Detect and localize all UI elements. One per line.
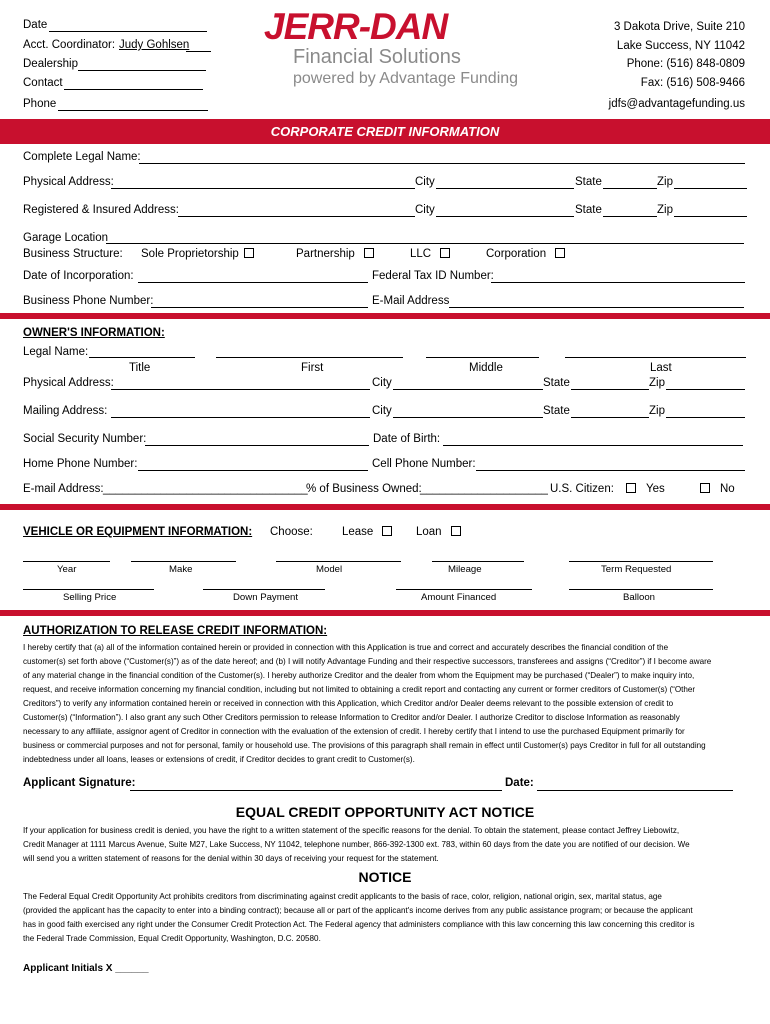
home-phone-label: Home Phone Number: xyxy=(23,458,138,470)
notice-title: NOTICE xyxy=(358,869,412,885)
authorization-line: Creditors”) to verify any information contained herein or received in connection with this Application, which Creditor and/or Dealer deems relevant to the possible extension of credit to xyxy=(23,699,674,708)
us-citizen-yes-checkbox[interactable] xyxy=(626,483,636,493)
ecoa-line: Credit Manager at 1111 Marcus Avenue, Suite M27, Lake Success, NY 11042, telephone number, 866-392-1300 ext. 783, within 60 days from the date you are notified of our decision. We xyxy=(23,840,690,849)
loan-label: Loan xyxy=(416,526,442,538)
sole-proprietorship-option[interactable] xyxy=(141,248,254,260)
owner-mailing-city-field[interactable] xyxy=(393,417,543,418)
date-label: Date xyxy=(23,19,48,31)
percent-business-field[interactable]: ____________________ xyxy=(420,483,548,495)
selling-price-field[interactable] xyxy=(23,589,154,590)
ecoa-paragraph xyxy=(23,824,751,866)
signature-date-field[interactable] xyxy=(537,790,733,791)
registered-city-field[interactable] xyxy=(436,216,574,217)
make-field[interactable] xyxy=(131,561,236,562)
owner-state-label: State xyxy=(543,377,570,389)
ecoa-line: If your application for business credit is denied, you have the right to a written statement of the specific reasons for the denial. To obtain the statement, please contact Jeffrey Liebowitz, xyxy=(23,826,680,835)
logo-subtitle: Financial Solutions xyxy=(293,46,461,68)
owner-first-field[interactable] xyxy=(216,357,403,358)
balloon-caption: Balloon xyxy=(623,592,656,603)
corporation-label: Corporation xyxy=(486,248,547,260)
notice-line: (provided the applicant has the capacity to enter into a binding contract); because all or part of the applicant's income derives from any public assistance program; or because the applicant xyxy=(23,906,693,915)
phone-label: Phone xyxy=(23,98,57,110)
us-citizen-no-option[interactable] xyxy=(700,483,735,495)
dealership-field[interactable] xyxy=(78,70,206,71)
home-phone-field[interactable] xyxy=(138,470,368,471)
owner-section-divider xyxy=(0,313,770,319)
make-caption: Make xyxy=(169,564,193,575)
us-citizen-yes-option[interactable] xyxy=(626,483,665,495)
federal-tax-id-label: Federal Tax ID Number: xyxy=(372,270,494,282)
company-address-line1: 3 Dakota Drive, Suite 210 xyxy=(613,21,745,33)
percent-business-label: % of Business Owned: xyxy=(306,483,422,495)
owner-mailing-address-field[interactable] xyxy=(111,417,370,418)
business-email-field[interactable] xyxy=(449,307,744,308)
partnership-option[interactable] xyxy=(296,248,374,260)
notice-line: the Federal Trade Commission, Equal Credit Opportunity, Washington, D.C. 20580. xyxy=(23,934,321,943)
registered-city-label: City xyxy=(415,204,435,216)
registered-state-field[interactable] xyxy=(603,216,657,217)
us-citizen-label: U.S. Citizen: xyxy=(550,483,614,495)
us-citizen-no-checkbox[interactable] xyxy=(700,483,710,493)
dob-field[interactable] xyxy=(443,445,743,446)
authorization-line: business or commercial purposes and not for personal, family or household use. The provisions of this paragraph shall remain in effect until Customer(s) pays Creditor in full for all outstanding xyxy=(23,741,706,750)
contact-field[interactable] xyxy=(64,89,203,90)
state-field[interactable] xyxy=(603,188,657,189)
amount-financed-field[interactable] xyxy=(396,589,532,590)
authorization-line: indebtedness under all loans, leases or extensions of credit, if Creditor decides to grant credit to Customer(s). xyxy=(23,755,415,764)
company-phone: Phone: (516) 848-0809 xyxy=(626,58,745,70)
legal-name-field[interactable] xyxy=(139,163,745,164)
phone-field[interactable] xyxy=(58,110,208,111)
city-field[interactable] xyxy=(436,188,574,189)
us-citizen-yes-label: Yes xyxy=(646,483,665,495)
owner-mailing-state-field[interactable] xyxy=(571,417,649,418)
logo-tagline: powered by Advantage Funding xyxy=(293,70,519,87)
owner-mailing-zip-field[interactable] xyxy=(666,417,745,418)
owner-email-field[interactable]: ________________________________ xyxy=(103,483,308,495)
llc-checkbox[interactable] xyxy=(440,248,450,258)
owner-last-field[interactable] xyxy=(565,357,746,358)
zip-label: Zip xyxy=(657,176,673,188)
partnership-checkbox[interactable] xyxy=(364,248,374,258)
notice-paragraph xyxy=(23,890,751,946)
lease-checkbox[interactable] xyxy=(382,526,392,536)
cell-phone-field[interactable] xyxy=(476,470,745,471)
authorization-title: AUTHORIZATION TO RELEASE CREDIT INFORMATION: xyxy=(23,625,328,637)
owner-email-label: E-mail Address: xyxy=(23,483,104,495)
date-incorporation-label: Date of Incorporation: xyxy=(23,270,134,282)
business-structure-label: Business Structure: xyxy=(23,248,123,260)
owner-title-caption: Title xyxy=(129,362,151,374)
state-label: State xyxy=(575,176,602,188)
registered-zip-field[interactable] xyxy=(674,216,747,217)
loan-option[interactable] xyxy=(416,526,461,538)
registered-address-field[interactable] xyxy=(178,216,415,217)
company-address-line2: Lake Success, NY 11042 xyxy=(616,40,745,52)
ecoa-line: will send you a written statement of reasons for the denial within 30 days of receiving your request for the statement. xyxy=(23,854,439,863)
owner-middle-caption: Middle xyxy=(469,362,503,374)
authorization-line: of any material change in the financial condition of the Customer(s). I hereby authorize Creditor and the dealer from whom the Equipment may be purchased (“Dealer”) to make inquiry into, xyxy=(23,671,695,680)
owner-city-label: City xyxy=(372,377,392,389)
business-phone-label: Business Phone Number: xyxy=(23,295,154,307)
business-email-label: E-Mail Address xyxy=(372,295,450,307)
dealership-label: Dealership xyxy=(23,58,78,70)
signature-date-label: Date: xyxy=(505,777,534,789)
authorization-line: I hereby certify that (a) all of the information contained herein or provided in connection with this Application is true and correct and accurately describes the financial condition of the xyxy=(23,643,669,652)
owner-city-field[interactable] xyxy=(393,389,543,390)
choose-label: Choose: xyxy=(270,526,313,538)
applicant-initials-field[interactable]: Applicant Initials X ______ xyxy=(23,963,149,974)
mileage-field[interactable] xyxy=(432,561,524,562)
corporate-section-title: CORPORATE CREDIT INFORMATION xyxy=(270,124,500,139)
registered-address-label: Registered & Insured Address: xyxy=(23,204,179,216)
date-incorporation-field[interactable] xyxy=(138,282,368,283)
registered-state-label: State xyxy=(575,204,602,216)
ssn-label: Social Security Number: xyxy=(23,433,147,445)
us-citizen-no-label: No xyxy=(720,483,735,495)
amount-financed-caption: Amount Financed xyxy=(421,592,497,603)
down-payment-field[interactable] xyxy=(203,589,325,590)
ecoa-title: EQUAL CREDIT OPPORTUNITY ACT NOTICE xyxy=(235,804,535,820)
term-field[interactable] xyxy=(569,561,713,562)
registered-zip-label: Zip xyxy=(657,204,673,216)
signature-field[interactable] xyxy=(130,790,502,791)
notice-line: has in good faith exercised any right under the Consumer Credit Protection Act. The Federal agency that administers compliance with this law concerning this law concerning this creditor is xyxy=(23,920,695,929)
owner-state-field[interactable] xyxy=(571,389,649,390)
contact-label: Contact xyxy=(23,77,63,89)
coordinator-field-line xyxy=(186,51,211,52)
sole-proprietorship-label: Sole Proprietorship xyxy=(141,248,239,260)
date-field[interactable] xyxy=(49,31,207,32)
owner-last-caption: Last xyxy=(650,362,672,374)
coordinator-label: Acct. Coordinator: xyxy=(23,39,116,51)
owner-title-field[interactable] xyxy=(89,357,195,358)
zip-field[interactable] xyxy=(674,188,747,189)
legal-name-label: Complete Legal Name: xyxy=(23,151,141,163)
loan-checkbox[interactable] xyxy=(451,526,461,536)
garage-location-field[interactable] xyxy=(106,243,744,244)
authorization-line: customer(s) set forth above (“Customer(s)”) as of the date hereof; and (b) I will notify Advantage Funding and their respective successors, transferees and assigns (“Creditor”) if I become aware xyxy=(23,657,712,666)
authorization-paragraph xyxy=(23,641,751,767)
owner-zip-label: Zip xyxy=(649,377,665,389)
city-label: City xyxy=(415,176,435,188)
authorization-line: necessary to any affiliate, assignor agent of Creditor in connection with the evaluation of the extension of credit. I hereby certify that I intend to use the purchased Equipment primarily for xyxy=(23,727,685,736)
year-caption: Year xyxy=(57,564,77,575)
signature-label: Applicant Signature: xyxy=(23,777,136,789)
mileage-caption: Mileage xyxy=(448,564,482,575)
vehicle-section-title: VEHICLE OR EQUIPMENT INFORMATION: xyxy=(23,526,253,538)
owner-section-title: OWNER'S INFORMATION: xyxy=(23,327,165,339)
owner-legal-name-label: Legal Name: xyxy=(23,346,89,358)
owner-zip-field[interactable] xyxy=(666,389,745,390)
owner-mailing-city-label: City xyxy=(372,405,392,417)
owner-first-caption: First xyxy=(301,362,324,374)
company-fax: Fax: (516) 508-9466 xyxy=(640,77,745,89)
sole-proprietorship-checkbox[interactable] xyxy=(244,248,254,258)
business-phone-field[interactable] xyxy=(151,307,368,308)
owner-mailing-address-label: Mailing Address: xyxy=(23,405,108,417)
term-caption: Term Requested xyxy=(601,564,672,575)
model-field[interactable] xyxy=(276,561,401,562)
owner-physical-address-label: Physical Address: xyxy=(23,377,114,389)
partnership-label: Partnership xyxy=(296,248,355,260)
model-caption: Model xyxy=(316,564,343,575)
owner-physical-address-field[interactable] xyxy=(111,389,370,390)
authorization-line: request, and receive information concerning my financial condition, including but not limited to obtaining a credit report and contacting any current or former creditors of Customer(s) (“Other xyxy=(23,685,696,694)
authorization-line: Customer(s) (“Information”). I also grant any such Other Creditors permission to release Information to Creditor and/or Dealer. I authorize Creditor to disclose Information as reasonably xyxy=(23,713,680,722)
lease-label: Lease xyxy=(342,526,374,538)
owner-mailing-state-label: State xyxy=(543,405,570,417)
coordinator-name: Judy Gohlsen xyxy=(119,39,190,51)
physical-address-field[interactable] xyxy=(111,188,415,189)
down-payment-caption: Down Payment xyxy=(233,592,299,603)
dob-label: Date of Birth: xyxy=(373,433,441,445)
company-email: jdfs@advantagefunding.us xyxy=(608,98,745,110)
lease-option[interactable] xyxy=(342,526,392,538)
year-field[interactable] xyxy=(23,561,110,562)
balloon-field[interactable] xyxy=(569,589,713,590)
federal-tax-id-field[interactable] xyxy=(491,282,745,283)
logo-brand: JERR-DAN xyxy=(264,6,448,47)
llc-option[interactable] xyxy=(410,248,450,260)
corporation-checkbox[interactable] xyxy=(555,248,565,258)
ssn-field[interactable] xyxy=(145,445,369,446)
owner-mailing-zip-label: Zip xyxy=(649,405,665,417)
selling-price-caption: Selling Price xyxy=(63,592,117,603)
notice-line: The Federal Equal Credit Opportunity Act prohibits creditors from discriminating against credit applicants to the basis of race, color, religion, national origin, sex, marital status, age xyxy=(23,892,662,901)
llc-label: LLC xyxy=(410,248,432,260)
owner-middle-field[interactable] xyxy=(426,357,539,358)
authorization-section-divider xyxy=(0,610,770,616)
corporation-option[interactable] xyxy=(486,248,565,260)
garage-location-label: Garage Location xyxy=(23,232,109,244)
vehicle-section-divider xyxy=(0,504,770,510)
physical-address-label: Physical Address: xyxy=(23,176,114,188)
cell-phone-label: Cell Phone Number: xyxy=(372,458,476,470)
